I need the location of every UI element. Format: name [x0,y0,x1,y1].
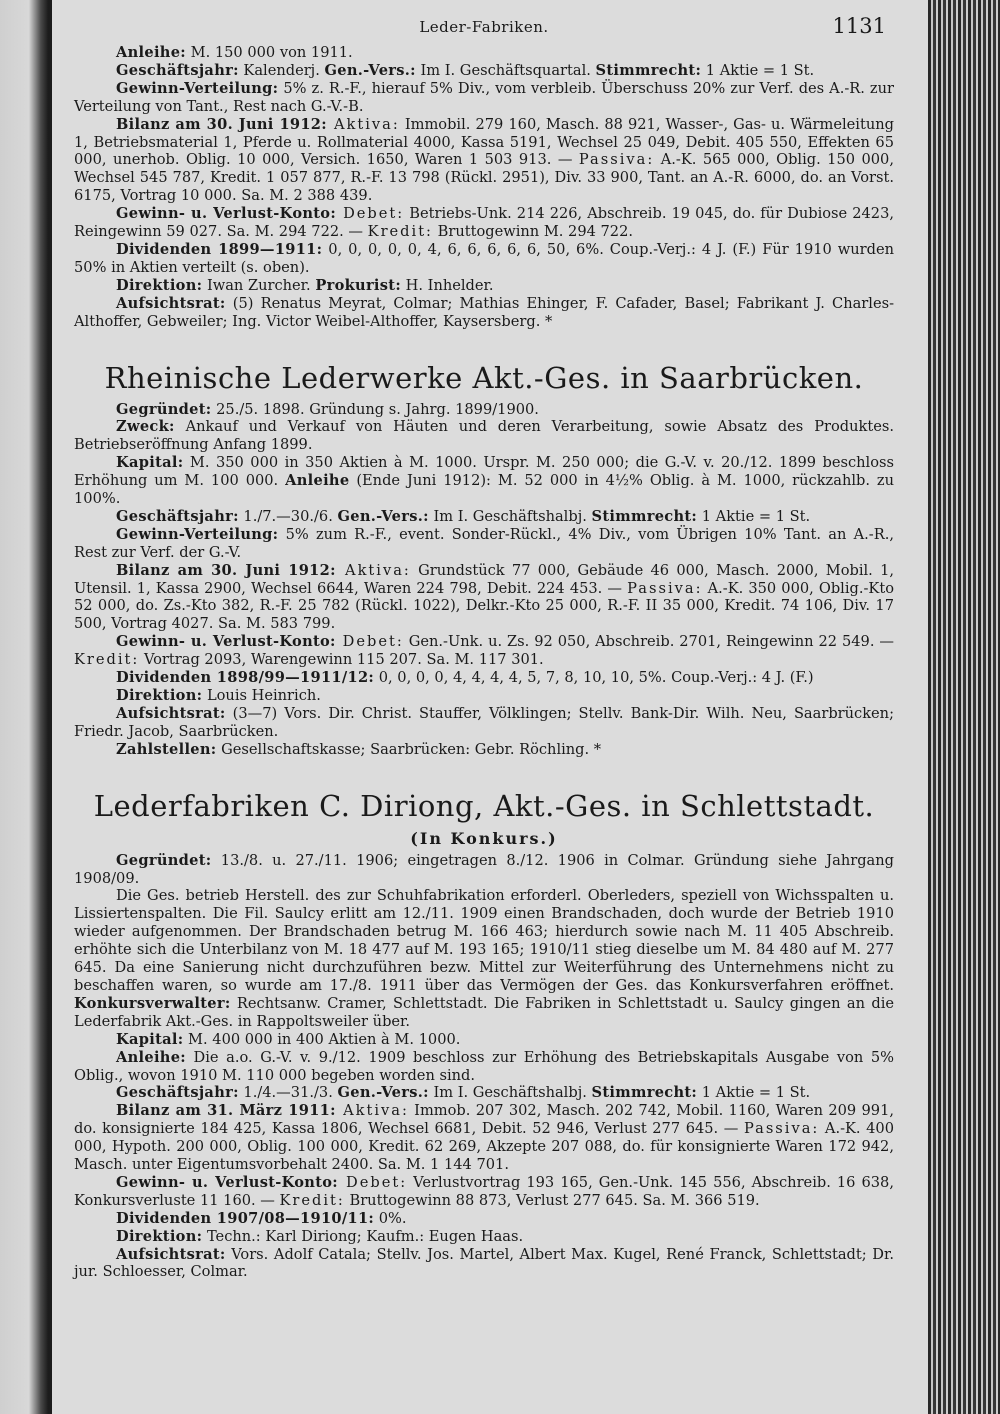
gewinn-verteilung-label: Gewinn-Verteilung: [116,525,279,543]
gegruendet-text: 25./5. 1898. Gründung s. Jahrg. 1899/1900. [211,400,539,418]
zweck-label: Zweck: [116,418,175,436]
gegruendet-label: Gegründet: [116,400,212,418]
section-title-diriong: Lederfabriken C. Diriong, Akt.-Ges. in Schlettstadt. [93,788,875,823]
dividenden-text: 0, 0, 0, 0, 4, 4, 4, 4, 5, 7, 8, 10, 10, 5%. Coup.-Verj.: 4 J. (F.) [374,669,814,687]
gegruendet-paragraph [74,401,894,419]
stimmrecht-label: Stimmrecht: [591,1084,698,1102]
dividenden-label: Dividenden 1898/99—1911/12: [116,669,375,687]
aufsichtsrat-paragraph [74,705,894,741]
prokurist-text: H. Inhelder. [401,276,494,294]
anleihe-paragraph [74,44,894,62]
bilanz-aktiva-text: Immob. 207 302, Masch. 202 742, Mobil. 1160, Waren 209 991, do. konsignierte 184 425, Kassa 1806, Wechsel 6681, Debit. 52 946, Verlust 277 645. — [74,1102,894,1138]
bilanz-paragraph [74,116,894,206]
anleihe-paragraph [74,1049,894,1085]
anleihe-text: M. 150 000 von 1911. [186,44,353,61]
bilanz-passiva-text: A.-K. 400 000, Hypoth. 200 000, Oblig. 100 000, Kredit. 62 269, Akzepte 207 088, do. für konsignierte Waren 172 942, Masch. unter Eigentumsvorbehalt 2400. Sa. M. 1 144 701. [74,1120,894,1174]
bilanz-aktiva-text: Grundstück 77 000, Gebäude 46 000, Masch. 2000, Mobil. 1, Utensil. 1, Kassa 2900, Wechsel 6644, Waren 224 798, Debit. 224 453. — [74,561,894,597]
direktion-paragraph [74,687,894,705]
gewinn-verteilung-paragraph [74,80,894,116]
bilanz-aktiva-text: Immobil. 279 160, Masch. 88 921, Wasser-, Gas- u. Wärmeleitung 1, Betriebsmaterial 1, Pferde u. Rollmaterial 4000, Kassa 5191, Wechsel 25 049, Debit. 405 550, Effekten 65 000, unerhob. Oblig. 10 000, Versich. 1650, Waren 1 503 913. — [74,115,894,169]
gegruendet-label: Gegründet: [116,851,212,869]
guv-paragraph [74,205,894,241]
guv-debet-text: Gen.-Unk. u. Zs. 92 050, Abschreib. 2701, Reingewinn 22 549. — [403,633,894,651]
bilanz-paragraph [74,562,894,634]
guv-kredit-label: Kredit: [279,1191,345,1209]
aufsichtsrat-paragraph [74,1246,894,1282]
direktion-paragraph [74,1228,894,1246]
geschaeftsjahr-label: Geschäftsjahr: [116,1084,239,1102]
bilanz-label: Bilanz am 30. Juni 1912: [116,115,327,133]
direktion-text: Techn.: Karl Diriong; Kaufm.: Eugen Haas. [202,1227,524,1245]
dividenden-label: Dividenden 1907/08—1910/11: [116,1209,375,1227]
aufsichtsrat-label: Aufsichtsrat: [116,1245,226,1263]
gen-vers-text: Im I. Geschäftshalbj. [428,1084,592,1102]
aufsichtsrat-label: Aufsichtsrat: [116,294,226,312]
kapital-label: Kapital: [116,454,184,472]
section-title-rheinische: Rheinische Lederwerke Akt.-Ges. in Saarbrücken. [104,360,864,395]
zahlstellen-paragraph [74,741,894,759]
history-text: Die Ges. betrieb Herstell. des zur Schuhfabrikation erforderl. Oberleders, speziell von Wichsspalten u. Lissiertenspalten. Die Fil. Saulcy erlitt am 12./11. 1909 einen Brandschaden, doch wurde der Betrieb 1910 wieder aufgenommen. Der Brandschaden betrug M. 166 463; hierdurch sowie nach M. 11 405 Abschreib. erhöhte sich die Unterbilanz von M. 18 477 auf M. 193 165; 1910/11 stieg dieselbe um M. 84 480 auf M. 277 645. Da eine Sanierung nicht durchzuführen bezw. Mittel zur Weiterführung des Unternehmens nicht zu beschaffen waren, so wurde am 17./8. 1911 über das Vermögen der Ges. das Konkursverfahren eröffnet. [74,887,894,994]
guv-debet-label: Debet: [336,205,405,223]
direktion-label: Direktion: [116,687,203,704]
gewinn-verteilung-label: Gewinn-Verteilung: [116,79,279,97]
left-page-edge [0,0,48,1414]
aufsichtsrat-text: Vors. Adolf Catala; Stellv. Jos. Martel, Albert Max. Kugel, René Franck, Schlettstadt; Dr. jur. Schloesser, Colmar. [74,1245,894,1281]
guv-paragraph [74,633,894,669]
bilanz-passiva-label: Passiva: [627,579,703,597]
running-title: Leder-Fabriken. [419,18,549,36]
section-subtitle-konkurs: (In Konkurs.) [410,828,558,848]
bilanz-passiva-label: Passiva: [743,1120,820,1138]
guv-debet-label: Debet: [335,633,404,651]
page-header [74,14,894,44]
guv-label: Gewinn- u. Verlust-Konto: [116,1173,338,1191]
anleihe-text: (Ende Juni 1912): M. 52 000 in 4½% Oblig. à M. 1000, rückzahlb. zu 100%. [74,472,894,508]
konkursverwalter-label: Konkursverwalter: [74,994,231,1012]
guv-label: Gewinn- u. Verlust-Konto: [116,205,337,223]
bilanz-label: Bilanz am 31. März 1911: [116,1102,336,1120]
bilanz-passiva-label: Passiva: [578,151,655,169]
gegruendet-text: 13./8. u. 27./11. 1906; eingetragen 8./12. 1906 in Colmar. Gründung siehe Jahrgang 1908/09. [74,851,894,887]
stimmrecht-label: Stimmrecht: [591,507,698,525]
bilanz-paragraph [74,1102,894,1174]
dividenden-paragraph [74,1210,894,1228]
kapital-paragraph [74,454,894,508]
right-binding-edge [928,0,1000,1414]
aufsichtsrat-label: Aufsichtsrat: [116,704,226,722]
dividenden-label: Dividenden 1899—1911: [116,240,323,258]
geschaeftsjahr-paragraph [74,1084,894,1102]
anleihe-label: Anleihe: [116,44,186,61]
document-page [52,0,928,1414]
konkursverwalter-text: Rechtsanw. Cramer, Schlettstadt. Die Fabriken in Schlettstadt u. Saulcy gingen an die Lederfabrik Akt.-Ges. in Rappoltsweiler über. [74,994,894,1030]
kapital-text: M. 400 000 in 400 Aktien à M. 1000. [183,1030,461,1048]
stimmrecht-text: 1 Aktie = 1 St. [701,61,815,79]
anleihe-text: Die a.o. G.-V. v. 9./12. 1909 beschloss zur Erhöhung des Betriebskapitals Ausgabe von 5% Oblig., wovon 1910 M. 110 000 begeben worden sind. [74,1048,894,1084]
bilanz-aktiva-label: Aktiva: [326,115,400,133]
bilanz-passiva-text: A.-K. 565 000, Oblig. 150 000, Wechsel 545 787, Kredit. 1 057 877, R.-F. 13 798 (Rückl. 2951), Div. 33 900, Tant. an A.-R. 6000, do. an Vorst. 6175, Vortrag 10 000. Sa. M. 2 388 439. [74,151,894,205]
anleihe-label: Anleihe: [116,1048,186,1066]
dividenden-text: 0, 0, 0, 0, 0, 4, 6, 6, 6, 6, 6, 50, 6%. Coup.-Verj.: 4 J. (F.) Für 1910 wurden 50% in Aktien verteilt (s. oben). [74,240,894,276]
dividenden-text: 0%. [374,1209,407,1227]
guv-kredit-text: Bruttogewinn M. 294 722. [432,223,634,241]
guv-debet-text: Betriebs-Unk. 214 226, Abschreib. 19 045, do. für Dubiose 2423, Reingewinn 59 027. Sa. M. 294 722. — [74,205,894,241]
zweck-paragraph [74,418,894,454]
guv-label: Gewinn- u. Verlust-Konto: [116,633,336,651]
guv-debet-text: Verlustvortrag 193 165, Gen.-Unk. 145 556, Abschreib. 16 638, Konkursverluste 11 160. — [74,1173,894,1209]
geschaeftsjahr-text: Kalenderj. [238,61,325,79]
guv-kredit-text: Vortrag 2093, Warengewinn 115 207. Sa. M. 117 301. [139,651,544,669]
direktion-label: Direktion: [116,1227,203,1245]
aufsichtsrat-text: (5) Renatus Meyrat, Colmar; Mathias Ehinger, F. Cafader, Basel; Fabrikant J. Charles-Althoffer, Gebweiler; Ing. Victor Weibel-Althoffer, Kaysersberg. * [74,294,894,330]
page-content [74,14,894,1281]
prokurist-label: Prokurist: [315,276,402,294]
stimmrecht-label: Stimmrecht: [595,61,702,79]
gewinn-verteilung-text: 5% zum R.-F., event. Sonder-Rückl., 4% Div., vom Übrigen 10% Tant. an A.-R., Rest zur Verf. der G.-V. [74,525,894,561]
bilanz-aktiva-label: Aktiva: [335,561,411,579]
geschaeftsjahr-paragraph [74,508,894,526]
page-number: 1131 [832,14,886,38]
zweck-text: Ankauf und Verkauf von Häuten und deren Verarbeitung, sowie Absatz des Produktes. Betriebseröffnung Anfang 1899. [74,418,894,454]
kapital-label: Kapital: [116,1030,184,1048]
dividenden-paragraph [74,241,894,277]
aufsichtsrat-paragraph [74,295,894,331]
geschaeftsjahr-paragraph [74,62,894,80]
direktion-text: Louis Heinrich. [202,687,321,704]
guv-kredit-label: Kredit: [74,651,140,669]
gewinn-verteilung-paragraph [74,526,894,562]
direktion-paragraph [74,277,894,295]
section-rheinische-lederwerke [74,361,894,759]
zahlstellen-label: Zahlstellen: [116,740,217,758]
geschaeftsjahr-text: 1./4.—31./3. [238,1084,338,1102]
gegruendet-paragraph [74,852,894,888]
guv-debet-label: Debet: [337,1173,408,1191]
stimmrecht-text: 1 Aktie = 1 St. [697,1084,811,1102]
section-continued-entry [74,44,894,331]
guv-paragraph [74,1174,894,1210]
gen-vers-text: Im I. Geschäftsquartal. [415,61,596,79]
guv-kredit-label: Kredit: [367,223,433,241]
geschaeftsjahr-label: Geschäftsjahr: [116,507,239,525]
aufsichtsrat-text: (3—7) Vors. Dir. Christ. Stauffer, Völklingen; Stellv. Bank-Dir. Wilh. Neu, Saarbrücken; Friedr. Jacob, Saarbrücken. [74,704,894,740]
direktion-text: Iwan Zurcher. [202,276,316,294]
section-lederfabriken-diriong [74,789,894,1282]
kapital-text: M. 350 000 in 350 Aktien à M. 1000. Urspr. M. 250 000; die G.-V. v. 20./12. 1899 beschloss Erhöhung um M. 100 000. [74,454,894,490]
bilanz-label: Bilanz am 30. Juni 1912: [116,561,336,579]
stimmrecht-text: 1 Aktie = 1 St. [697,507,811,525]
direktion-label: Direktion: [116,276,203,294]
geschaeftsjahr-label: Geschäftsjahr: [116,61,239,79]
geschaeftsjahr-text: 1./7.—30./6. [238,507,338,525]
zahlstellen-text: Gesellschaftskasse; Saarbrücken: Gebr. Röchling. * [216,740,602,758]
dividenden-paragraph [74,669,894,687]
gen-vers-text: Im I. Geschäftshalbj. [428,507,592,525]
kapital-paragraph [74,1031,894,1049]
gen-vers-label: Gen.-Vers.: [324,61,416,79]
gen-vers-label: Gen.-Vers.: [337,1084,429,1102]
gen-vers-label: Gen.-Vers.: [337,507,429,525]
anleihe-label: Anleihe [285,472,350,490]
bilanz-passiva-text: A.-K. 350 000, Oblig.-Kto 52 000, do. Zs.-Kto 382, R.-F. 25 782 (Rückl. 1022), Delkr.-Kto 25 000, R.-F. II 35 000, Kredit. 74 106, Div. 17 500, Vortrag 4027. Sa. M. 583 799. [74,579,894,633]
bilanz-aktiva-label: Aktiva: [335,1102,409,1120]
guv-kredit-text: Bruttogewinn 88 873, Verlust 277 645. Sa. M. 366 519. [344,1191,760,1209]
gewinn-verteilung-text: 5% z. R.-F., hierauf 5% Div., vom verbleib. Überschuss 20% zur Verf. des A.-R. zur Verteilung von Tant., Rest nach G.-V.-B. [74,79,894,115]
history-paragraph [74,887,894,1030]
